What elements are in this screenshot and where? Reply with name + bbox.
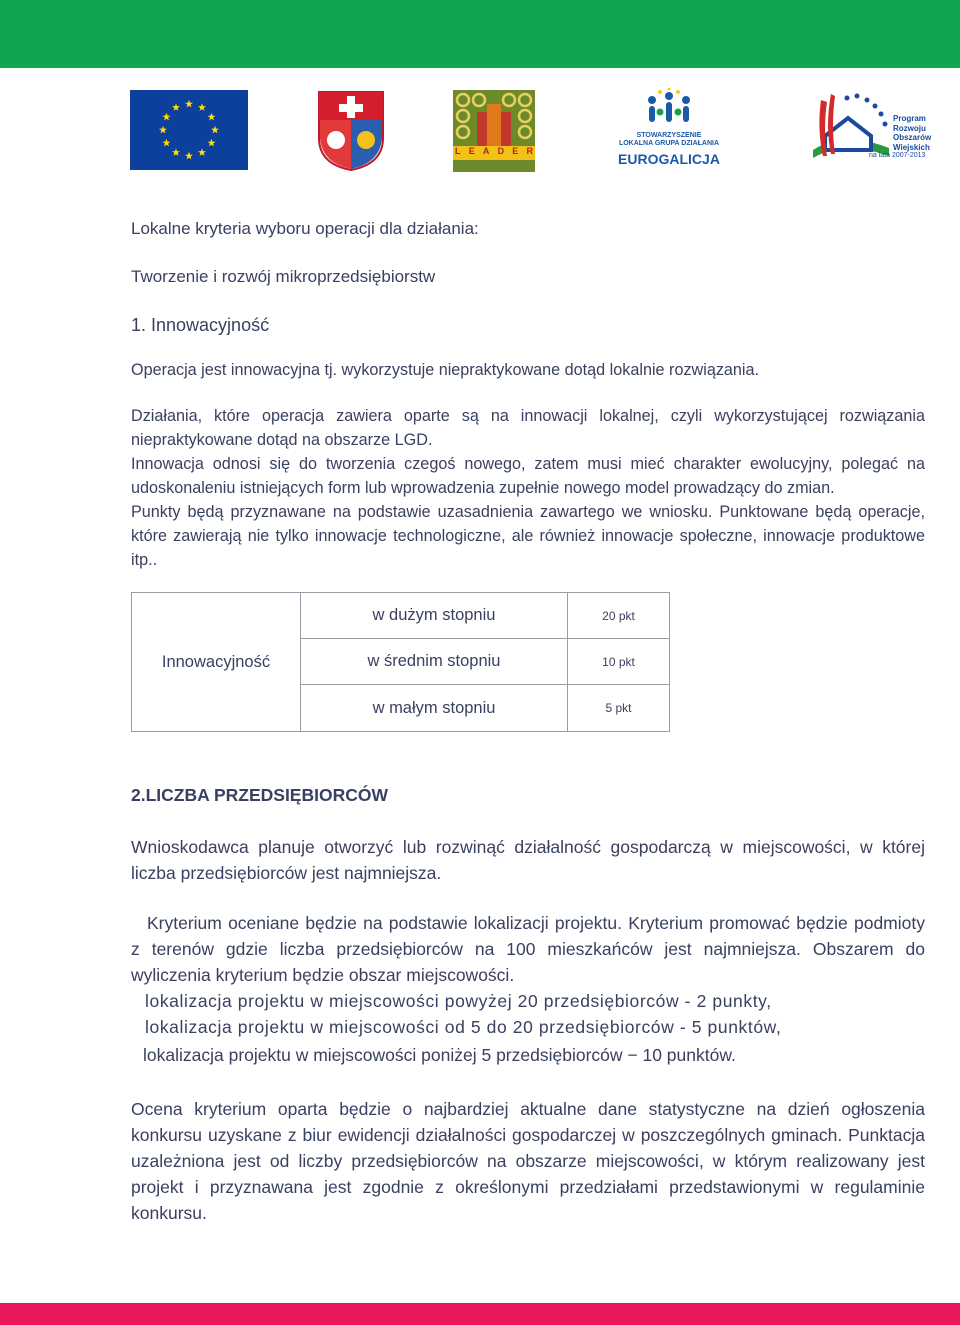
coat-of-arms-icon	[317, 90, 385, 172]
leader-letter: E	[512, 146, 519, 156]
table-row	[132, 593, 670, 639]
points-cell: 20 pkt	[568, 593, 670, 639]
leader-letter: D	[497, 146, 505, 156]
section-1-paragraph: Punkty będą przyznawane na podstawie uzasadnienia zawartego we wniosku. Punktowane będą operacje, które zawierają nie tylko innowacje technologiczne, ale również innowacje społeczne, innowacje produktowe itp..	[131, 503, 925, 569]
degree-cell: w małym stopniu	[301, 685, 568, 732]
degree-cell: w dużym stopniu	[301, 593, 568, 639]
action-title: Tworzenie i rozwój mikroprzedsiębiorstw	[131, 267, 436, 286]
scoring-table	[131, 592, 670, 732]
scoring-rule: lokalizacja projektu w miejscowości od 5 do 20 przedsiębiorców - 5 punktów,	[145, 1017, 782, 1037]
degree-cell: w średnim stopniu	[301, 639, 568, 685]
section-2-paragraph: Ocena kryterium oparta będzie o najbardziej aktualne dane statystyczne na dzień ogłoszenia konkursu uzyskane z biur ewidencji działalności gospodarczej w poszczególnych gminach. Punktacja uzależniona jest od liczby przedsiębiorców na obszarze miejscowości, w którym realizowany jest projekt i przyznawana jest zgodnie z określonymi przedziałami przedstawionymi w regulaminie konkursu.	[131, 1099, 925, 1223]
points-cell: 5 pkt	[568, 685, 670, 732]
leader-letter: R	[526, 146, 533, 156]
top-color-bar	[0, 0, 960, 68]
leader-letter: A	[482, 146, 490, 156]
prow-line: Program	[893, 114, 926, 123]
section-1-heading: 1. Innowacyjność	[131, 315, 270, 335]
section-1-paragraph: Działania, które operacja zawiera oparte są na innowacji lokalnej, czyli wykorzystującej rozwiązania niepraktykowane dotąd na obszarze LGD.	[131, 407, 925, 449]
prow-logo	[803, 88, 930, 174]
prow-years: na lata 2007-2013	[869, 152, 926, 159]
leader-letter: L	[455, 146, 461, 156]
bottom-color-bar	[0, 1303, 960, 1325]
section-1-paragraph: Operacja jest innowacyjna tj. wykorzystuje niepraktykowane dotąd lokalnie rozwiązania.	[131, 361, 760, 379]
people-icon	[608, 88, 730, 128]
section-2-heading: 2.LICZBA PRZEDSIĘBIORCÓW	[131, 785, 388, 805]
section-1-paragraph: Innowacja odnosi się do tworzenia czegoś nowego, zatem musi mieć charakter ewolucyjny, polegać na udoskonaleniu istniejących form lub wprowadzenia zupełnie nowego model prowadzący do zmian.	[131, 455, 925, 497]
eurogalicja-line2: LOKALNA GRUPA DZIAŁANIA	[618, 140, 720, 147]
criterion-cell: Innowacyjność	[132, 593, 301, 732]
eurogalicja-logo	[608, 88, 730, 174]
intro-line: Lokalne kryteria wyboru operacji dla działania:	[131, 219, 479, 238]
document-body	[131, 210, 925, 1226]
section-2-paragraph: Kryterium oceniane będzie na podstawie lokalizacji projektu. Kryterium promować będzie podmioty z terenów gdzie liczba przedsiębiorców na 100 mieszkańców jest najmniejsza. Obszarem do wyliczenia kryterium będzie obszar miejscowości.	[131, 913, 925, 985]
leader-logo-icon	[453, 90, 535, 172]
points-cell: 10 pkt	[568, 639, 670, 685]
prow-line: Rozwoju	[893, 123, 926, 133]
eu-flag-icon	[130, 90, 248, 170]
logo-strip	[130, 88, 930, 174]
scoring-rule: lokalizacja projektu w miejscowości powyżej 20 przedsiębiorców - 2 punkty,	[145, 991, 772, 1011]
leader-letter: E	[468, 146, 475, 156]
prow-line: Obszarów	[893, 133, 932, 142]
section-2-paragraph: Wnioskodawca planuje otworzyć lub rozwinąć działalność gospodarczą w miejscowości, w której liczba przedsiębiorców jest najmniejsza.	[131, 837, 925, 883]
eurogalicja-line1: STOWARZYSZENIE	[636, 132, 702, 139]
eurogalicja-name: EUROGALICJA	[618, 151, 720, 167]
prow-line: Wiejskich	[893, 142, 930, 152]
scoring-rule: lokalizacja projektu w miejscowości poniżej 5 przedsiębiorców − 10 punktów.	[143, 1045, 736, 1065]
